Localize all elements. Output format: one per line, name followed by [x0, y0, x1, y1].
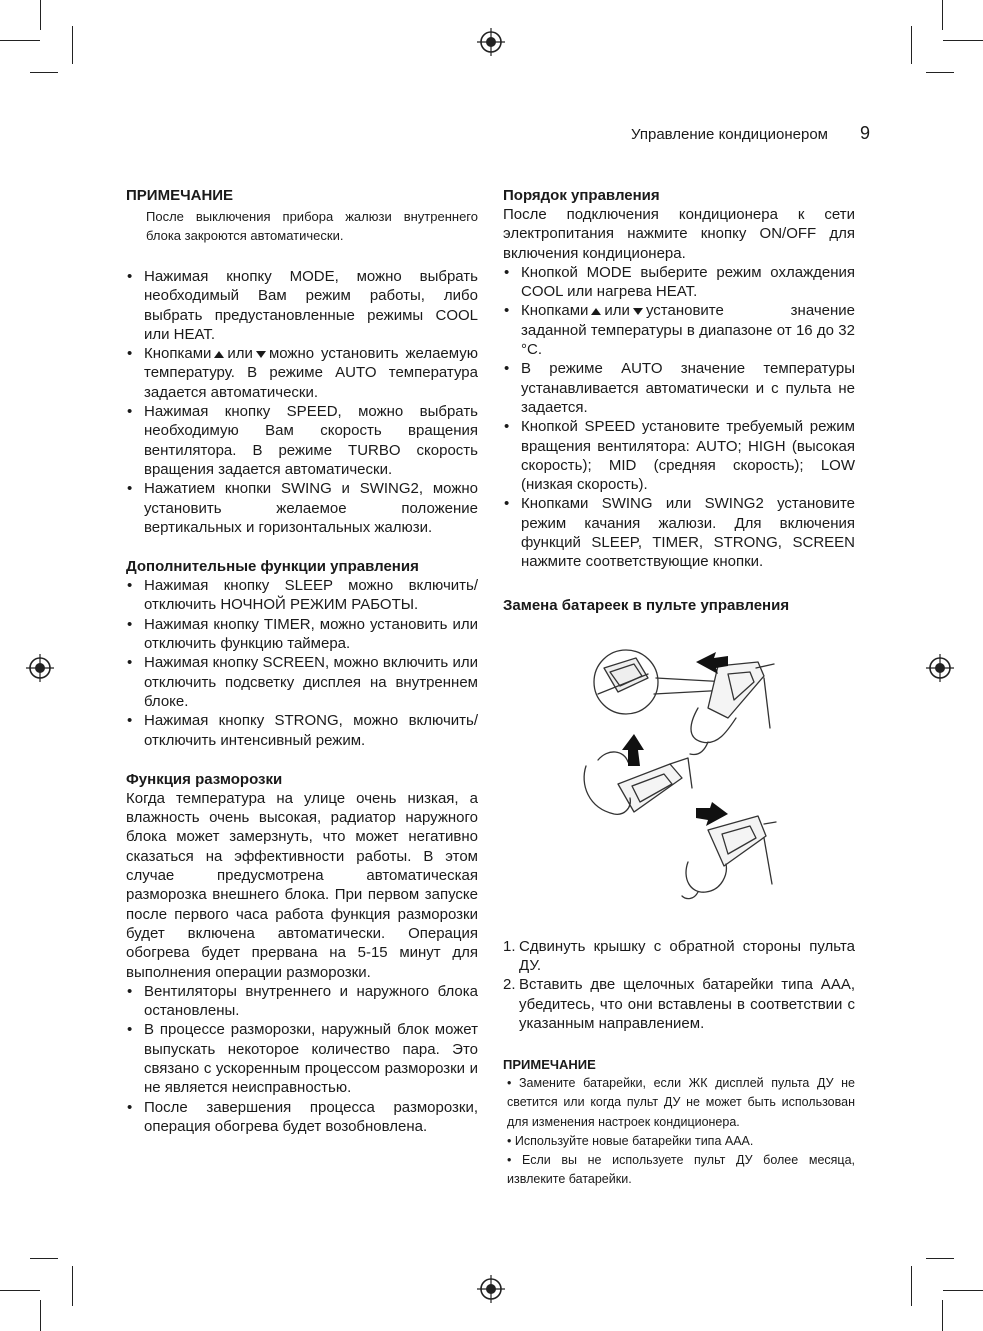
arrow-down-icon	[256, 351, 266, 358]
list-item: • После завершения процесса разморозки, операция обогрева будет возобновлена.	[126, 1098, 478, 1137]
arrow-up-icon	[591, 308, 601, 315]
list-item: • Нажимая кнопку MODE, можно выбрать необходимый Вам режим работы, либо выбрать предустановленные режимы COOL или HEAT.	[126, 267, 478, 344]
list-item: • Нажимая кнопку SCREEN, можно включить или отключить подсветку дисплея на внутреннем блоке.	[126, 653, 478, 711]
list-item: • Нажатием кнопки SWING и SWING2, можно установить желаемое положение вертикальных и горизонтальных жалюзи.	[126, 479, 478, 537]
list-item: • Кнопкой SPEED установите требуемый режим вращения вентилятора: AUTO; HIGH (высокая скорость); MID (средняя скорость); LOW (низкая скорость).	[503, 417, 855, 494]
page-header	[560, 124, 870, 148]
list-item: • Нажимая кнопку STRONG, можно включить/отключить интенсивный режим.	[126, 711, 478, 750]
defrost-list	[126, 982, 478, 1136]
list-item: • Кнопками SWING или SWING2 установите режим качания жалюзи. Для включения функций SLEEP, TIMER, STRONG, SCREEN нажмите соответствующие кнопки.	[503, 494, 855, 571]
list-item-text: установите значение заданной температуры в диапазоне от 16 до 32 °C.	[521, 302, 855, 359]
battery-steps	[503, 937, 855, 1033]
crop-mark	[942, 0, 943, 30]
list-item: • В режиме AUTO значение температуры устанавливается автоматически и с пульта не задается.	[503, 359, 855, 417]
note-line: • Если вы не используете пульт ДУ более месяца, извлеките батарейки.	[507, 1152, 855, 1187]
registration-mark-icon	[477, 1275, 505, 1303]
crop-mark	[926, 1258, 954, 1259]
crop-mark	[0, 40, 40, 41]
crop-mark	[72, 1266, 73, 1306]
page-number: 9	[859, 123, 870, 143]
crop-mark	[943, 1290, 983, 1291]
order-text: После подключения кондиционера к сети электропитания нажмите кнопку ON/OFF для включения кондиционера.	[503, 206, 855, 262]
order-list	[503, 263, 855, 572]
note-heading: ПРИМЕЧАНИЕ	[126, 187, 234, 204]
list-item	[126, 344, 478, 402]
crop-mark	[72, 26, 73, 64]
step-text: Сдвинуть крышку с обратной стороны пульта ДУ.	[519, 937, 855, 974]
crop-mark	[30, 1258, 58, 1259]
battery-heading: Замена батареек в пульте управления	[503, 596, 790, 614]
battery-notes	[503, 1074, 855, 1189]
crop-mark	[911, 1266, 912, 1306]
note-heading: ПРИМЕЧАНИЕ	[503, 1057, 596, 1073]
list-item: • Нажимая кнопку SLEEP можно включить/отключить НОЧНОЙ РЕЖИМ РАБОТЫ.	[126, 576, 478, 615]
crop-mark	[911, 26, 912, 64]
list-item: • Нажимая кнопку SPEED, можно выбрать необходимую Вам скорость вращения вентилятора. В режиме TURBO скорость вращения задается автоматически.	[126, 402, 478, 479]
extra-functions-heading: Дополнительные функции управления	[126, 558, 419, 576]
list-item-text: или	[227, 345, 253, 363]
header-title: Управление кондиционером	[631, 126, 828, 143]
note-line: • Замените батарейки, если ЖК дисплей пульта ДУ не светится или когда пульт ДУ не может быть использован для изменения настроек кондиционера.	[507, 1076, 855, 1129]
note-line: • Используйте новые батарейки типа AAA.	[507, 1133, 754, 1148]
list-item	[503, 301, 855, 359]
left-column	[126, 186, 478, 1136]
crop-mark	[942, 1300, 943, 1331]
crop-mark	[926, 72, 954, 73]
crop-mark	[0, 1290, 40, 1291]
list-item-text: или	[604, 302, 630, 320]
registration-mark-icon	[926, 654, 954, 682]
list-item-text: Кнопками	[144, 345, 212, 363]
list-item: • Нажимая кнопку TIMER, можно установить или отключить функцию таймера.	[126, 615, 478, 654]
crop-mark	[943, 40, 983, 41]
order-heading: Порядок управления	[503, 187, 660, 204]
registration-mark-icon	[26, 654, 54, 682]
note-text: После выключения прибора жалюзи внутреннего блока закроются автоматически.	[146, 209, 478, 243]
defrost-heading: Функция разморозки	[126, 770, 283, 788]
step-text: Вставить две щелочных батарейки типа AAA, убедитесь, что они вставлены в соответствии с указанным направлением.	[519, 976, 855, 1032]
crop-mark	[40, 0, 41, 30]
list-item: • Вентиляторы внутреннего и наружного блока остановлены.	[126, 982, 478, 1021]
arrow-down-icon	[633, 308, 643, 315]
battery-replacement-illustration	[578, 638, 778, 900]
list-item: • Кнопкой MODE выберите режим охлаждения COOL или нагрева HEAT.	[503, 263, 855, 302]
list-item-text: Кнопками	[521, 302, 589, 320]
list-item	[503, 937, 855, 976]
controls-list	[126, 267, 478, 537]
extra-functions-list	[126, 576, 478, 750]
step-number: 2.	[503, 976, 516, 994]
crop-mark	[30, 72, 58, 73]
arrow-up-icon	[214, 351, 224, 358]
list-item	[503, 975, 855, 1033]
crop-mark	[40, 1300, 41, 1331]
list-item-text: можно установить желаемую температуру. В режиме AUTO температура задается автоматически.	[144, 345, 478, 401]
step-number: 1.	[503, 937, 516, 955]
registration-mark-icon	[477, 28, 505, 56]
defrost-text: Когда температура на улице очень низкая, а влажность очень высокая, радиатор наружного блока может замерзнуть, что может негативно сказаться на эффективности работы. В этом случае предусмотрена автоматическая разморозка внешнего блока. При первом запуске после первого часа работа функция разморозки будет включена автоматически. Операция обогрева будет прервана на 5-15 минут для выполнения операции разморозки.	[126, 789, 478, 981]
list-item: • В процессе разморозки, наружный блок может выпускать некоторое количество пара. Это связано с ускоренным процессом разморозки и не является неисправностью.	[126, 1020, 478, 1097]
